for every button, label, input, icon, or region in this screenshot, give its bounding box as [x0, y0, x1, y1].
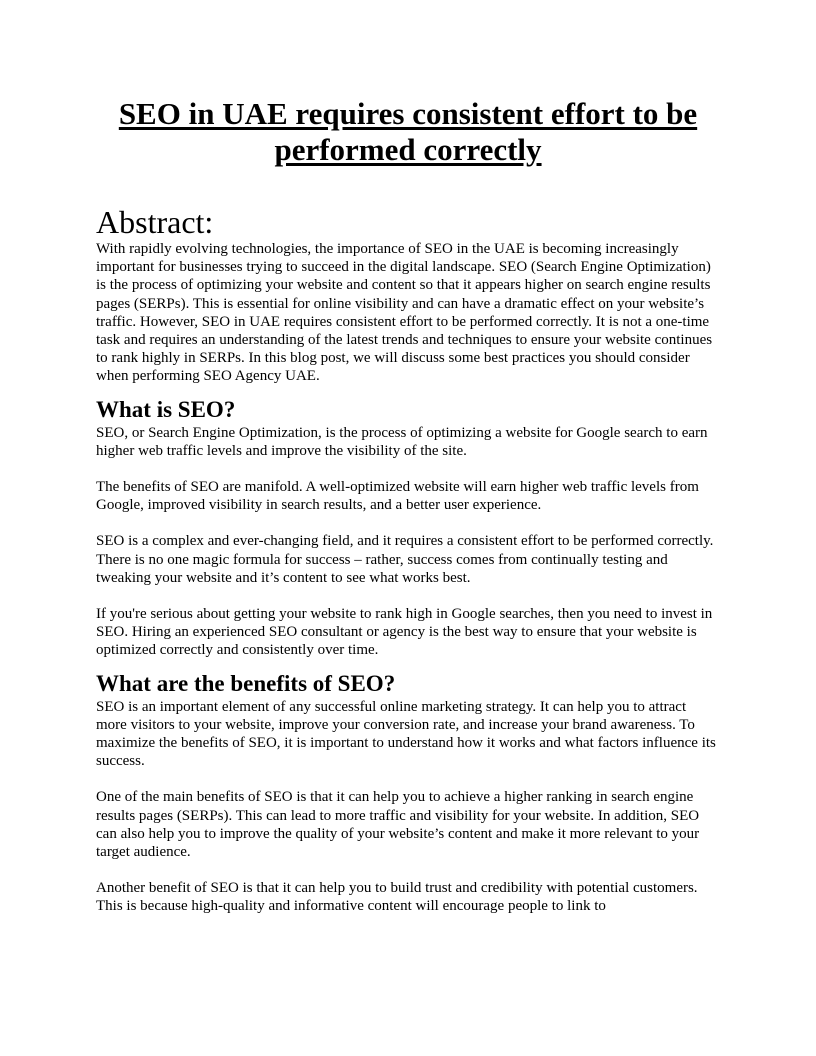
abstract-paragraph: With rapidly evolving technologies, the importance of SEO in the UAE is becoming increasingly important for businesses trying to succeed in the digital landscape. SEO (Search Engine Optimization) is the process of optimizing your website and content so that it appears higher on search engine results pages (SERPs). This is essential for online visibility and can have a dramatic effect on your website’s traffic. However, SEO in UAE requires consistent effort to be performed correctly. It is not a one-time task and requires an understanding of the latest trends and techniques to ensure your website continues to rank highly in SERPs. In this blog post, we will discuss some best practices you should consider when performing SEO Agency UAE.: [96, 241, 713, 385]
section-what-is-seo: [96, 396, 720, 660]
paragraph: SEO, or Search Engine Optimization, is the process of optimizing a website for Google search to earn higher web traffic levels and improve the visibility of the site.: [96, 424, 708, 459]
paragraph: SEO is a complex and ever-changing field, and it requires a consistent effort to be performed correctly. There is no one magic formula for success – rather, success comes from continually testing and tweaking your website and it’s content to see what works best.: [96, 533, 714, 586]
paragraph: The benefits of SEO are manifold. A well-optimized website will earn higher web traffic levels from Google, improved visibility in search results, and a better user experience.: [96, 479, 699, 514]
paragraph: SEO is an important element of any successful online marketing strategy. It can help you to attract more visitors to your website, improve your conversion rate, and increase your brand awareness. To maximize the benefits of SEO, it is important to understand how it works and what factors influence its success.: [96, 698, 716, 770]
spacer: [96, 587, 720, 605]
document-body: [96, 96, 720, 916]
spacer: [96, 386, 720, 396]
section-heading: What is SEO?: [96, 396, 236, 422]
spacer: [96, 770, 720, 788]
document-title: SEO in UAE requires consistent effort to be performed correctly: [118, 96, 698, 167]
abstract-heading: Abstract:: [96, 204, 214, 240]
spacer: [96, 660, 720, 670]
paragraph: If you're serious about getting your website to rank high in Google searches, then you need to invest in SEO. Hiring an experienced SEO consultant or agency is the best way to ensure that your website is optimized correctly and consistently over time.: [96, 606, 713, 659]
section-heading: What are the benefits of SEO?: [96, 670, 396, 696]
paragraph: One of the main benefits of SEO is that it can help you to achieve a higher ranking in search engine results pages (SERPs). This can lead to more traffic and visibility for your website. In addition, SEO can also help you to improve the quality of your website’s content and make it more relevant to your target audience.: [96, 789, 700, 861]
spacer: [96, 460, 720, 478]
spacer: [96, 861, 720, 879]
section-benefits-of-seo: [96, 670, 720, 916]
spacer: [96, 514, 720, 532]
paragraph: Another benefit of SEO is that it can help you to build trust and credibility with potential customers. This is because high-quality and informative content will encourage people to link to: [96, 880, 698, 915]
